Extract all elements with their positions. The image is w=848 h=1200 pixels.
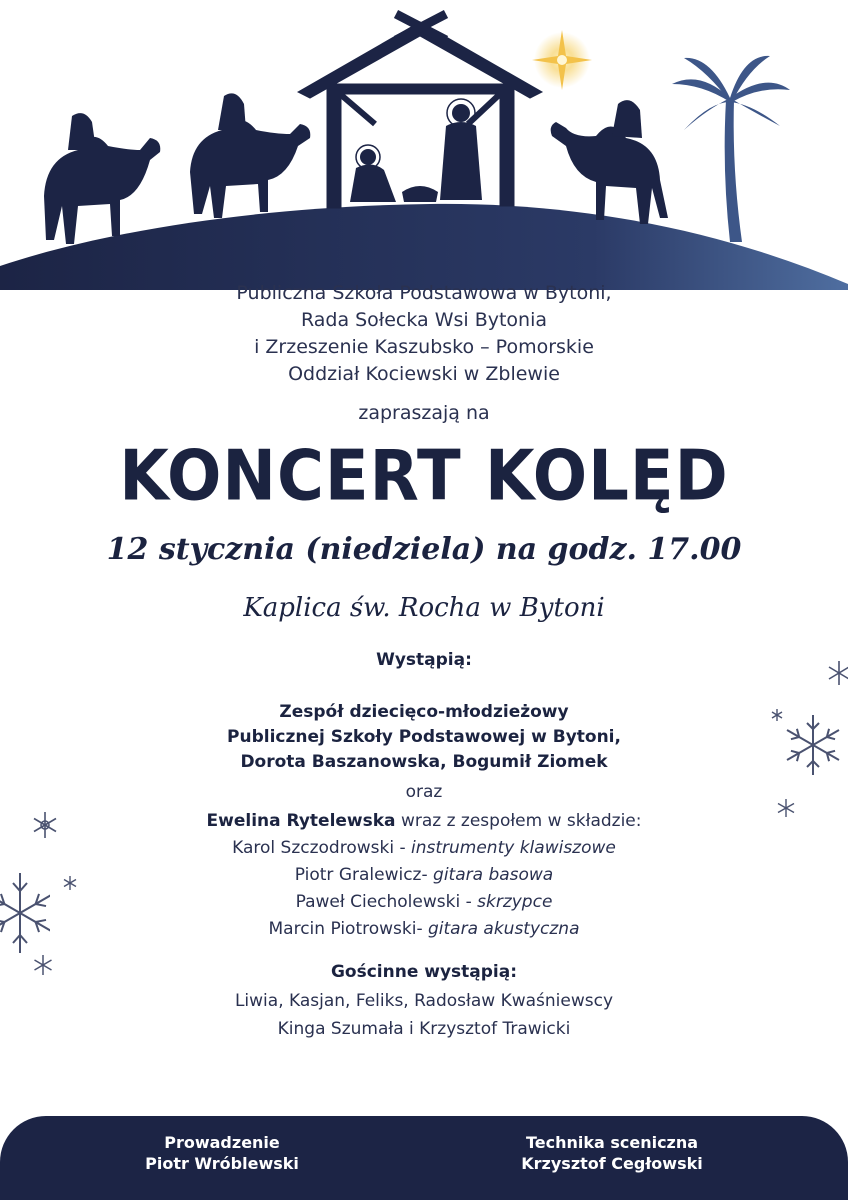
stage-tech-label: Technika sceniczna [525, 1133, 699, 1152]
stage-tech-name: Krzysztof Cegłowski [521, 1154, 703, 1173]
holy-family-icon [350, 99, 482, 202]
star-icon [532, 30, 592, 90]
guest-line: Kinga Szumała i Krzysztof Trawicki [277, 1019, 571, 1039]
member-role: gitara basowa [433, 865, 554, 885]
guest-performers [0, 987, 848, 1043]
nativity-scene-illustration [0, 0, 848, 290]
stable-icon [298, 14, 542, 208]
performing-groups [0, 700, 848, 775]
host-credit [72, 1132, 372, 1174]
footer-bar [0, 1116, 848, 1200]
band-member [0, 835, 848, 862]
stage-tech-credit [462, 1132, 762, 1174]
member-role: instrumenty klawiszowe [411, 838, 616, 858]
date-line: 12 stycznia (niedziela) na godz. 17.00 [106, 532, 742, 567]
venue: Kaplica św. Rocha w Bytoni [243, 593, 605, 623]
conjunction: oraz [405, 782, 443, 802]
camel-icon [190, 93, 310, 218]
invite-text: zapraszają na [358, 402, 490, 424]
group-line: Publicznej Szkoły Podstawowej w Bytoni, [227, 727, 621, 747]
performers-heading: Wystąpią: [376, 650, 472, 670]
band-member [0, 916, 848, 943]
guests-heading: Gościnne wystąpią: [330, 962, 518, 982]
band-lineup [0, 808, 848, 943]
organizer-line: i Zrzeszenie Kaszubsko – Pomorskie [254, 336, 594, 358]
member-role: skrzypce [477, 892, 553, 912]
group-line: Dorota Baszanowska, Bogumił Ziomek [240, 752, 608, 772]
organizers-block [0, 280, 848, 388]
lead-artist-suffix: wraz z zespołem w składzie: [395, 811, 642, 831]
member-name: Marcin Piotrowski- [268, 919, 428, 939]
palm-tree-icon [672, 56, 790, 242]
band-member [0, 889, 848, 916]
organizer-line: Rada Sołecka Wsi Bytonia [300, 309, 548, 331]
organizer-line: Publiczna Szkoła Podstawowa w Bytoni, [236, 282, 612, 304]
lead-artist-line [0, 808, 848, 835]
camel-icon [551, 100, 668, 224]
guest-line: Liwia, Kasjan, Feliks, Radosław Kwaśniewscy [234, 991, 614, 1011]
group-line: Zespół dziecięco-młodzieżowy [279, 702, 569, 722]
member-role: gitara akustyczna [428, 919, 580, 939]
band-member [0, 862, 848, 889]
member-name: Karol Szczodrowski - [232, 838, 411, 858]
concert-title: KONCERT KOLĘD [119, 437, 729, 517]
member-name: Piotr Gralewicz- [294, 865, 434, 885]
host-name: Piotr Wróblewski [145, 1154, 299, 1173]
organizer-line: Oddział Kociewski w Zblewie [288, 363, 560, 385]
host-label: Prowadzenie [164, 1133, 280, 1152]
member-name: Paweł Ciecholewski - [295, 892, 478, 912]
lead-artist-name: Ewelina Rytelewska [206, 811, 396, 831]
camel-icon [44, 113, 160, 244]
